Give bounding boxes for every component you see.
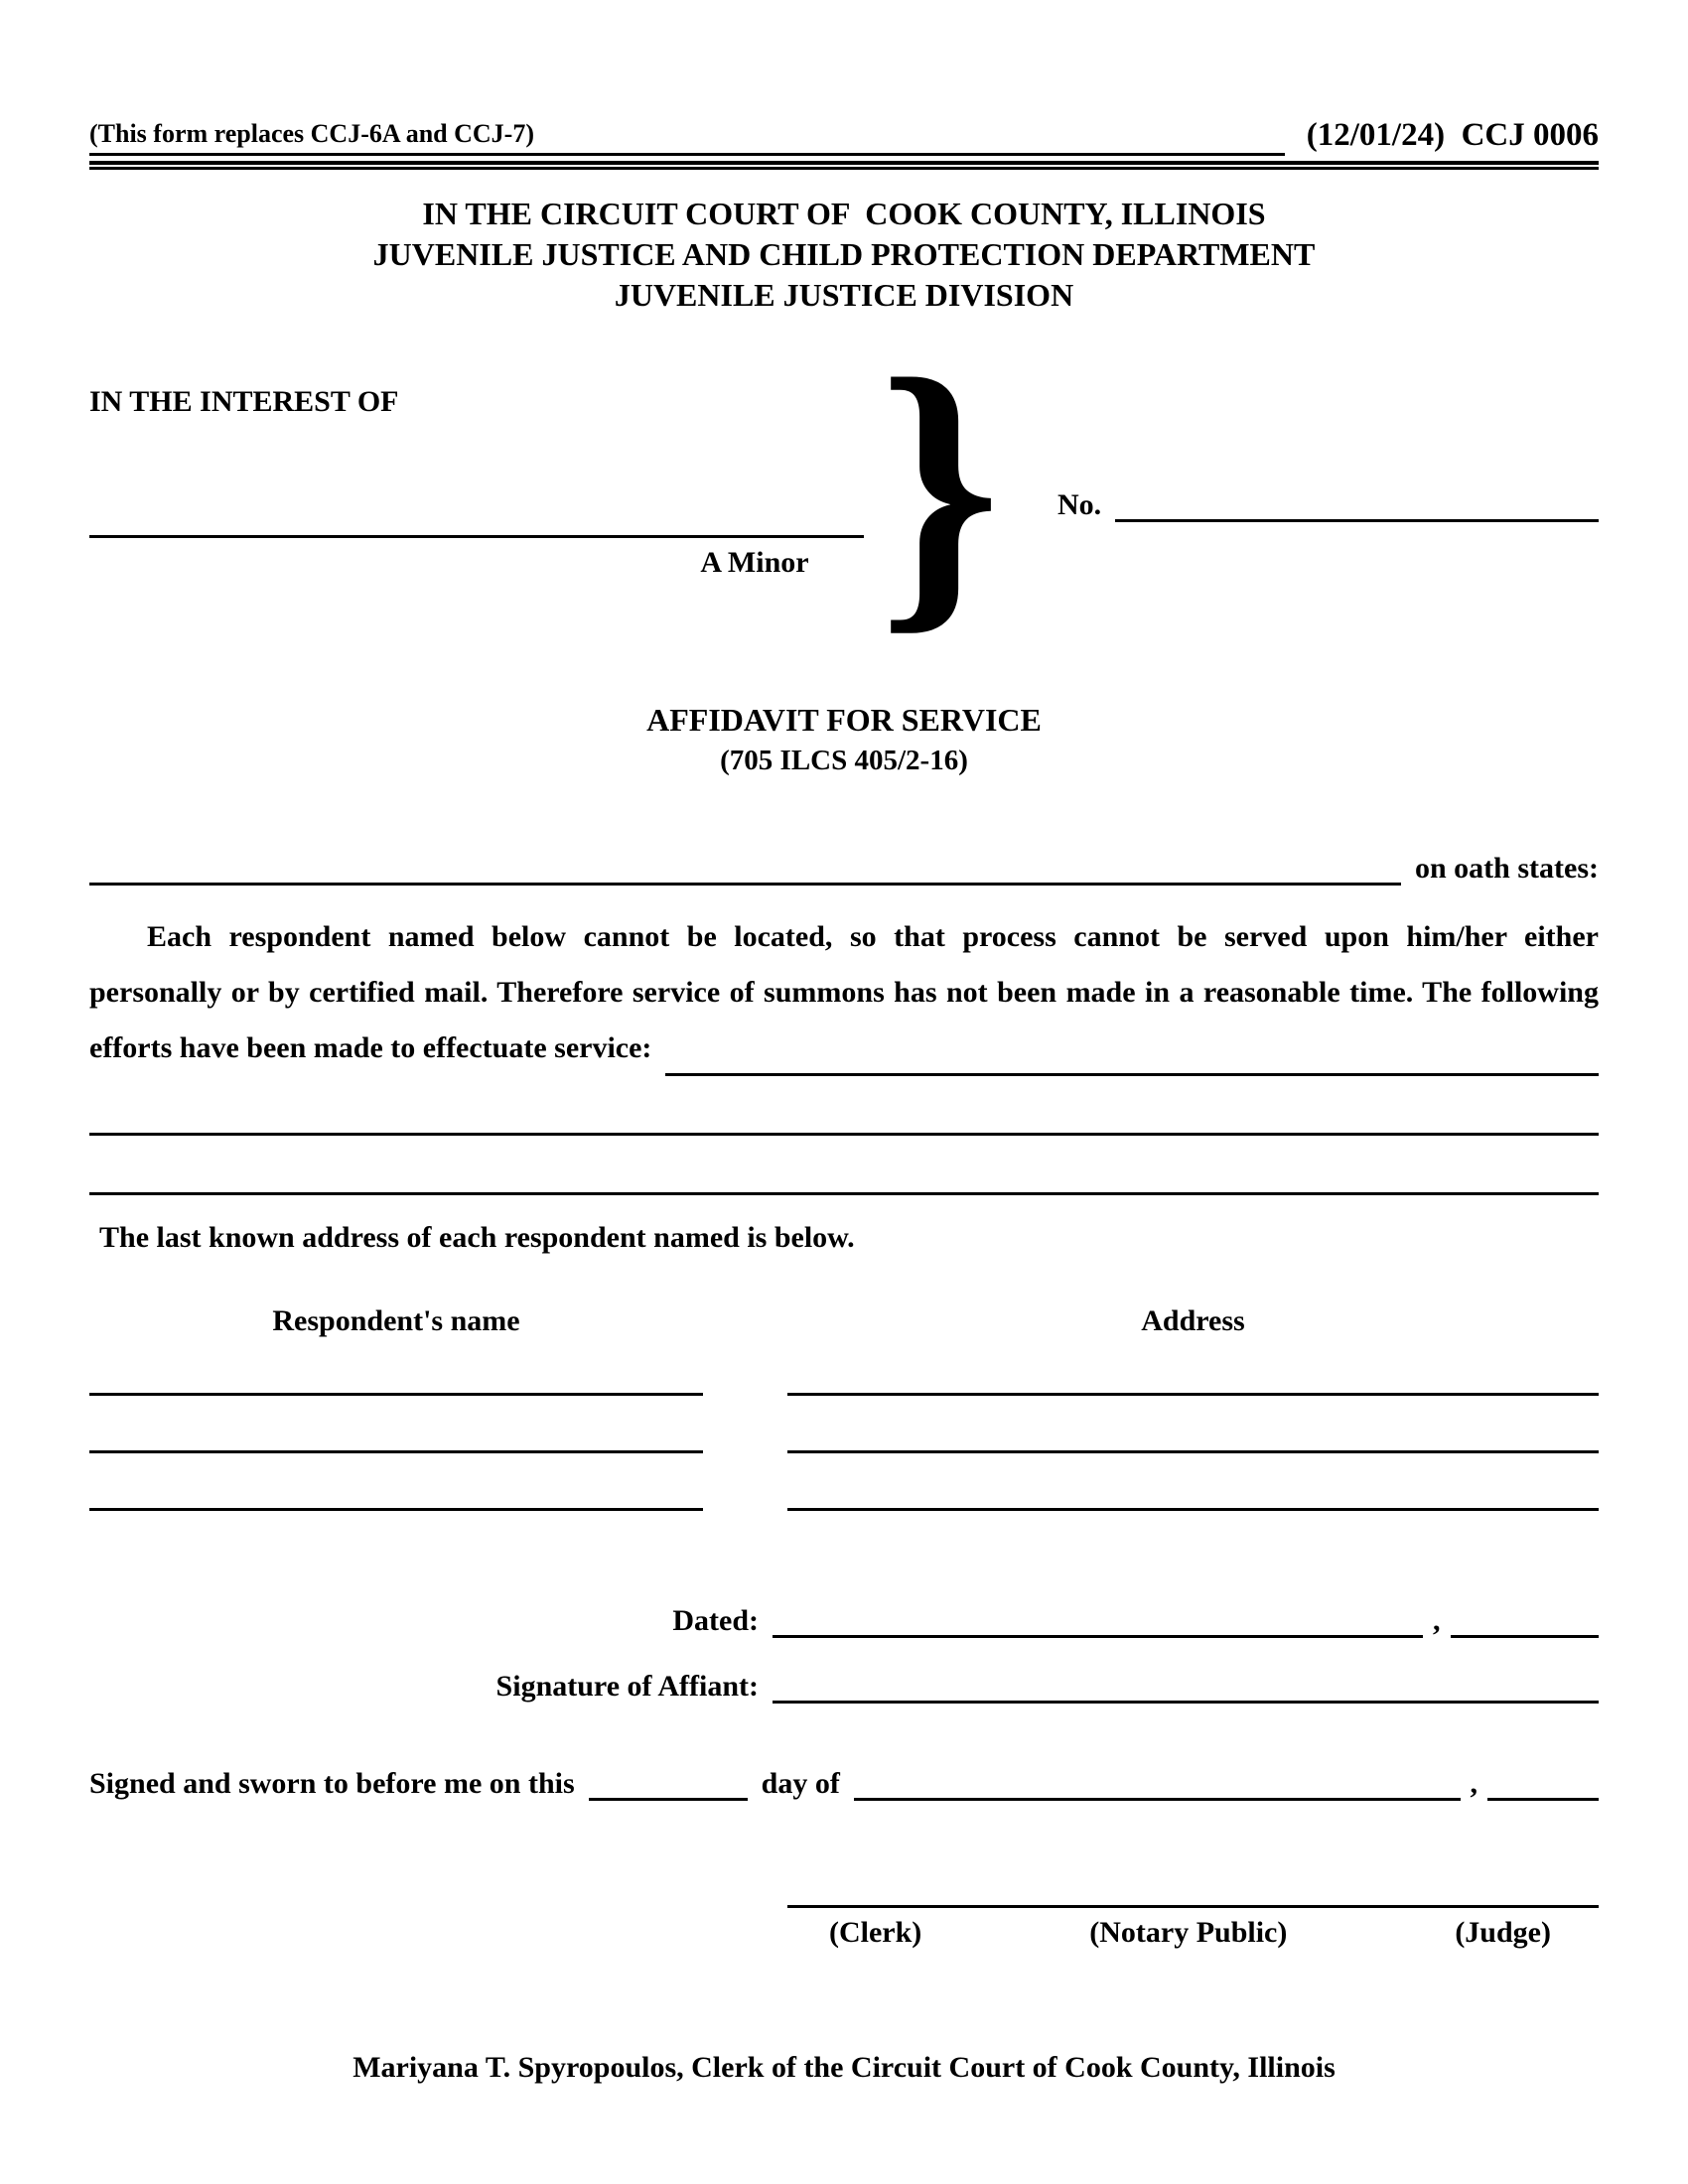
- efforts-label: efforts have been made to effectuate service:: [89, 1031, 652, 1064]
- column-gap: [703, 1304, 787, 1338]
- respondent-row-2: [89, 1396, 1599, 1453]
- row-gap: [703, 1453, 787, 1511]
- official-signature-labels: [787, 1916, 1599, 1950]
- respondent-row-3: [89, 1453, 1599, 1511]
- sworn-day-field[interactable]: [589, 1765, 748, 1801]
- clerk-of-court-footer: Mariyana T. Spyropoulos, Clerk of the Circuit Court of Cook County, Illinois: [352, 2051, 1336, 2084]
- respondent-address-field-2[interactable]: [787, 1396, 1599, 1453]
- form-replaces-note: (This form replaces CCJ-6A and CCJ-7): [89, 119, 1285, 156]
- efforts-field-line-3[interactable]: [89, 1136, 1599, 1195]
- court-heading-line-2: JUVENILE JUSTICE AND CHILD PROTECTION DEPARTMENT: [372, 236, 1316, 272]
- minor-name-field[interactable]: [89, 506, 864, 538]
- court-heading-line-1: IN THE CIRCUIT COURT OF COOK COUNTY, ILLINOIS: [422, 196, 1266, 231]
- form-title: AFFIDAVIT FOR SERVICE: [646, 702, 1042, 738]
- oath-row: [89, 850, 1599, 886]
- dated-comma: ,: [1433, 1604, 1441, 1637]
- sworn-year-field[interactable]: [1487, 1765, 1599, 1801]
- case-number-row: [1057, 488, 1599, 522]
- form-revision-code: (12/01/24) CCJ 0006: [1306, 117, 1599, 153]
- official-signature-field[interactable]: [787, 1858, 1599, 1908]
- address-header: Address: [1141, 1304, 1245, 1337]
- court-heading: [89, 194, 1599, 316]
- judge-label: (Judge): [1455, 1916, 1551, 1949]
- sworn-row: [89, 1765, 1599, 1801]
- affiant-name-field[interactable]: [89, 850, 1401, 886]
- respondent-name-header: Respondent's name: [272, 1304, 520, 1337]
- in-the-interest-of-label: IN THE INTEREST OF: [89, 385, 399, 418]
- on-oath-states-label: on oath states:: [1415, 852, 1599, 885]
- dated-field[interactable]: [773, 1602, 1423, 1638]
- notary-public-label: (Notary Public): [1089, 1916, 1288, 1949]
- a-minor-label: A Minor: [700, 546, 809, 579]
- dated-label: Dated:: [672, 1604, 759, 1637]
- form-title-block: [89, 699, 1599, 780]
- signature-of-affiant-label: Signature of Affiant:: [495, 1670, 759, 1703]
- respondent-row-1: [89, 1338, 1599, 1396]
- signature-of-affiant-row: [89, 1668, 1599, 1704]
- respondent-name-field-3[interactable]: [89, 1453, 703, 1511]
- sworn-comma: ,: [1470, 1767, 1477, 1800]
- case-caption: [89, 317, 1599, 659]
- signature-of-affiant-field[interactable]: [773, 1668, 1599, 1704]
- paragraph-line-1: Each respondent named below cannot be located, so that process cannot be served upon him/her either: [147, 920, 1599, 953]
- header-divider-rule: [89, 161, 1599, 170]
- clerk-label: (Clerk): [829, 1916, 922, 1949]
- case-number-field[interactable]: [1115, 488, 1599, 522]
- efforts-field-line-1[interactable]: [665, 1036, 1599, 1076]
- paragraph-line-2: personally or by certified mail. Therefore service of summons has not been made in a reasonable time. The following: [89, 976, 1599, 1009]
- form-statute: (705 ILCS 405/2-16): [720, 745, 968, 776]
- respondent-name-field-2[interactable]: [89, 1396, 703, 1453]
- respondents-column-headers: [89, 1304, 1599, 1338]
- dated-year-field[interactable]: [1451, 1602, 1600, 1638]
- day-of-label: day of: [761, 1767, 840, 1800]
- respondent-address-field-1[interactable]: [787, 1338, 1599, 1396]
- efforts-field-line-2[interactable]: [89, 1076, 1599, 1136]
- last-known-address-note: The last known address of each respondent named is below.: [99, 1221, 855, 1254]
- paragraph-line-3: [89, 1021, 1599, 1076]
- sworn-prefix-label: Signed and sworn to before me on this: [89, 1767, 575, 1800]
- court-heading-line-3: JUVENILE JUSTICE DIVISION: [614, 277, 1074, 313]
- respondent-name-field-1[interactable]: [89, 1338, 703, 1396]
- dated-row: [89, 1602, 1599, 1638]
- service-paragraph: [89, 909, 1599, 1076]
- respondent-address-field-3[interactable]: [787, 1453, 1599, 1511]
- sworn-month-field[interactable]: [854, 1765, 1461, 1801]
- form-header: [89, 117, 1599, 156]
- case-number-label: No.: [1057, 488, 1102, 521]
- caption-bracket-glyph: }: [879, 317, 1001, 659]
- row-gap: [703, 1338, 787, 1396]
- row-gap: [703, 1396, 787, 1453]
